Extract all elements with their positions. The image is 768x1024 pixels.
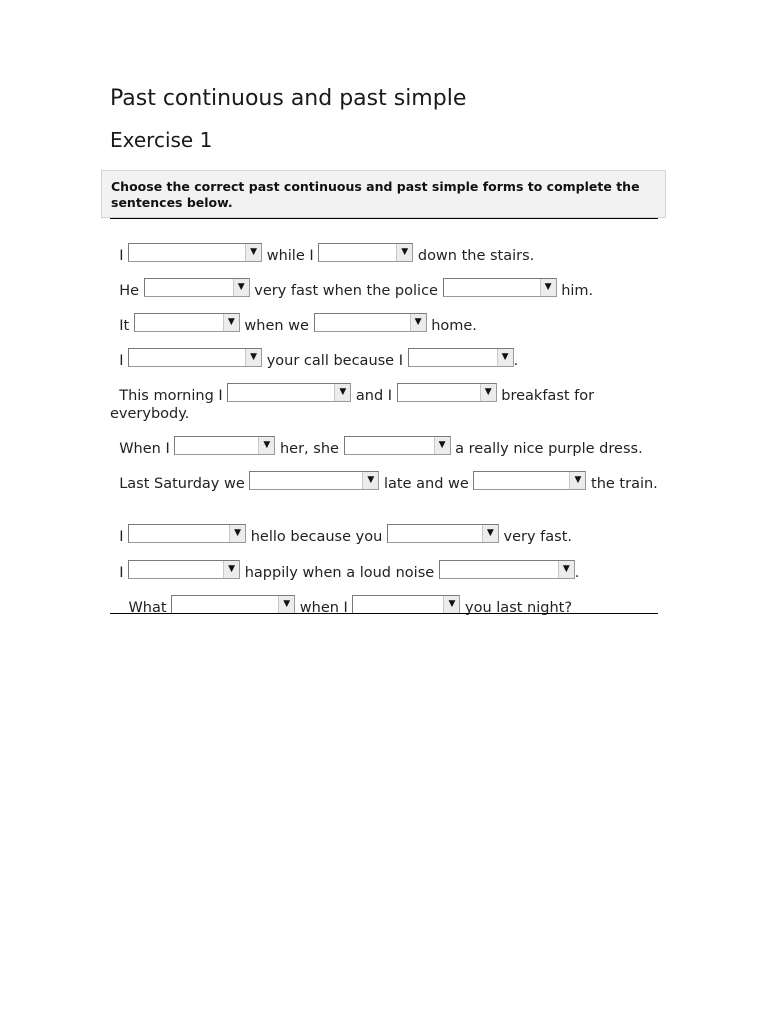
answer-dropdown-2a[interactable] [144, 278, 250, 297]
sentence-1 [110, 243, 658, 265]
sentence-text: happily when a loud noise [244, 565, 435, 581]
sentence-text: very fast when the police [254, 283, 438, 299]
sentence-text: It [119, 318, 130, 334]
sentence-8 [110, 524, 658, 546]
answer-dropdown-1b[interactable] [318, 243, 413, 262]
chevron-down-icon[interactable]: ▼ [223, 314, 239, 331]
divider-top [110, 218, 658, 219]
answer-dropdown-10b[interactable] [352, 595, 460, 614]
chevron-down-icon[interactable]: ▼ [233, 279, 249, 296]
answer-dropdown-10a[interactable] [171, 595, 295, 614]
answer-dropdown-6b[interactable] [344, 436, 451, 455]
sentence-text: hello because you [250, 529, 383, 545]
chevron-down-icon[interactable]: ▼ [362, 472, 378, 489]
sentence-text: I [119, 529, 124, 545]
divider-bottom [110, 613, 658, 614]
answer-dropdown-7a[interactable] [249, 471, 379, 490]
sentence-7 [110, 471, 658, 493]
sentence-text: him. [561, 283, 594, 299]
sentence-text: down the stairs. [417, 248, 535, 264]
chevron-down-icon[interactable]: ▼ [258, 437, 274, 454]
sentence-4 [110, 348, 658, 370]
answer-dropdown-9a[interactable] [128, 560, 240, 579]
answer-dropdown-5a[interactable] [227, 383, 351, 402]
sentence-text: I [119, 248, 124, 264]
sentence-text: What [128, 600, 167, 616]
sentence-6 [110, 436, 658, 458]
sentence-text: I [119, 565, 124, 581]
chevron-down-icon[interactable]: ▼ [480, 384, 496, 401]
sentence-text: when I [299, 600, 348, 616]
answer-dropdown-6a[interactable] [174, 436, 275, 455]
sentence-5 [110, 383, 658, 423]
answer-dropdown-4a[interactable] [128, 348, 262, 367]
sentence-text: This morning I [119, 388, 223, 404]
chevron-down-icon[interactable]: ▼ [229, 525, 245, 542]
sentence-3 [110, 313, 658, 335]
sentence-text: your call because I [266, 353, 403, 369]
sentence-text: home. [431, 318, 477, 334]
answer-dropdown-8a[interactable] [128, 524, 246, 543]
sentence-text: I [119, 353, 124, 369]
sentence-text: and I [355, 388, 393, 404]
sentence-text: very fast. [503, 529, 572, 545]
sentence-text: late and we [383, 476, 469, 492]
sentence-text: the train. [591, 476, 658, 492]
sentence-text: her, she [279, 441, 339, 457]
answer-dropdown-4b[interactable] [408, 348, 514, 367]
answer-dropdown-7b[interactable] [473, 471, 586, 490]
chevron-down-icon[interactable]: ▼ [434, 437, 450, 454]
chevron-down-icon[interactable]: ▼ [410, 314, 426, 331]
chevron-down-icon[interactable]: ▼ [497, 349, 513, 366]
answer-dropdown-8b[interactable] [387, 524, 499, 543]
chevron-down-icon[interactable]: ▼ [245, 349, 261, 366]
sentence-2 [110, 278, 658, 300]
exercise-heading: Exercise 1 [110, 128, 213, 152]
chevron-down-icon[interactable]: ▼ [482, 525, 498, 542]
chevron-down-icon[interactable]: ▼ [540, 279, 556, 296]
chevron-down-icon[interactable]: ▼ [278, 596, 294, 613]
chevron-down-icon[interactable]: ▼ [223, 561, 239, 578]
answer-dropdown-3a[interactable] [134, 313, 240, 332]
answer-dropdown-9b[interactable] [439, 560, 575, 579]
chevron-down-icon[interactable]: ▼ [245, 244, 261, 261]
answer-dropdown-1a[interactable] [128, 243, 262, 262]
chevron-down-icon[interactable]: ▼ [443, 596, 459, 613]
chevron-down-icon[interactable]: ▼ [396, 244, 412, 261]
sentence-text: When I [119, 441, 170, 457]
sentence-text: a really nice purple dress. [455, 441, 643, 457]
answer-dropdown-2b[interactable] [443, 278, 557, 297]
sentence-text: breakfast for everybody. [110, 388, 595, 422]
sentence-text: you last night? [465, 600, 573, 616]
sentence-text: . [513, 353, 519, 369]
sentence-text: Last Saturday we [119, 476, 245, 492]
answer-dropdown-5b[interactable] [397, 383, 497, 402]
sentence-text: . [574, 565, 580, 581]
page-title: Past continuous and past simple [110, 86, 467, 111]
sentence-text: He [119, 283, 140, 299]
sentence-text: while I [266, 248, 314, 264]
instructions-box: Choose the correct past continuous and past simple forms to complete the sentences below. [101, 170, 666, 218]
sentence-text: when we [244, 318, 309, 334]
answer-dropdown-3b[interactable] [314, 313, 427, 332]
chevron-down-icon[interactable]: ▼ [334, 384, 350, 401]
chevron-down-icon[interactable]: ▼ [558, 561, 574, 578]
sentence-9 [110, 560, 658, 582]
chevron-down-icon[interactable]: ▼ [569, 472, 585, 489]
